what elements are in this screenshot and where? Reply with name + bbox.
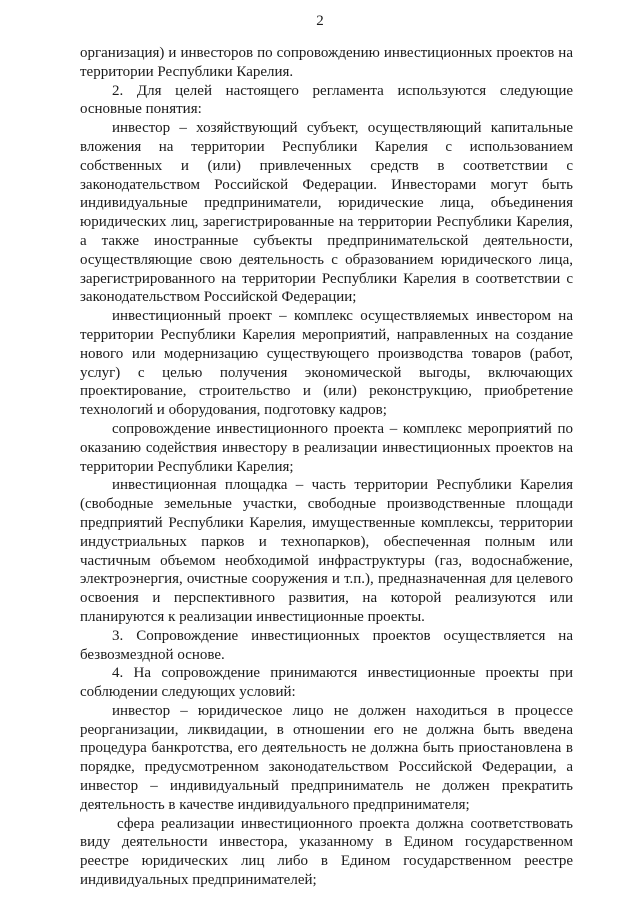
page-number: 2 (316, 13, 324, 29)
paragraph-item-3: 3. Сопровождение инвестиционных проектов осуществляется на безвозмездной основе. (80, 627, 573, 663)
paragraph-definition-investor: инвестор – хозяйствующий субъект, осуществляющий капитальные вложения на территории Республики Карелия с использованием собственных и (или) привлеченных средств в соответствии с законодательством Российской Федерации. Инвесторами могут быть индивидуальные предприниматели, юридические лица, объединения юридических лиц, зарегистрированные на территории Республики Карелия, а также иностранные субъекты предпринимательской деятельности, осуществляющие свою деятельность с образованием юридического лица, зарегистрированного на территории Республики Карелия в соответствии с законодательством Российской Федерации; (80, 120, 573, 306)
paragraph-continuation: организация) и инвесторов по сопровождению инвестиционных проектов на территории Республики Карелия. (80, 45, 573, 80)
paragraph-definition-investment-project: инвестиционный проект – комплекс осуществляемых инвестором на территории Республики Карелия мероприятий, направленных на создание нового или модернизацию существующего производства товаров (работ, услуг) с целью получения экономической выгоды, включающих проектирование, строительство и (или) реконструкцию, приобретение технологий и оборудования, подготовку кадров; (80, 308, 573, 419)
paragraph-definition-investment-site: инвестиционная площадка – часть территории Республики Карелия (свободные земельные участки, свободные производственные площади предприятий Республики Карелия, имущественные комплексы, территории индустриальных парков и технопарков), обеспеченная полным или частичным объемом необходимой инфраструктуры (газ, водоснабжение, электроэнергия, очистные сооружения и т.п.), предназначенная для целевого освоения и перспективного развития, на которой реализуются или планируются к реализации инвестиционные проекты. (80, 477, 573, 625)
paragraph-item-4: 4. На сопровождение принимаются инвестиционные проекты при соблюдении следующих условий: (80, 665, 573, 701)
document-body (80, 44, 573, 890)
paragraph-item-2: 2. Для целей настоящего регламента используются следующие основные понятия: (80, 82, 573, 118)
paragraph-definition-project-support: сопровождение инвестиционного проекта – комплекс мероприятий по оказанию содействия инвестору в реализации инвестиционных проектов на территории Республики Карелия; (80, 420, 573, 475)
paragraph-condition-activity-scope: сфера реализации инвестиционного проекта должна соответствовать виду деятельности инвестора, указанному в Едином государственном реестре юридических лиц либо в Едином государственном реестре индивидуальных предпринимателей; (80, 815, 573, 889)
paragraph-condition-investor-status: инвестор – юридическое лицо не должен находиться в процессе реорганизации, ликвидации, в отношении его не должна быть введена процедура банкротства, его деятельность не должна быть приостановлена в порядке, предусмотренном законодательством Российской Федерации, а инвестор – индивидуальный предприниматель не должен прекратить деятельность в качестве индивидуального предпринимателя; (80, 702, 573, 813)
